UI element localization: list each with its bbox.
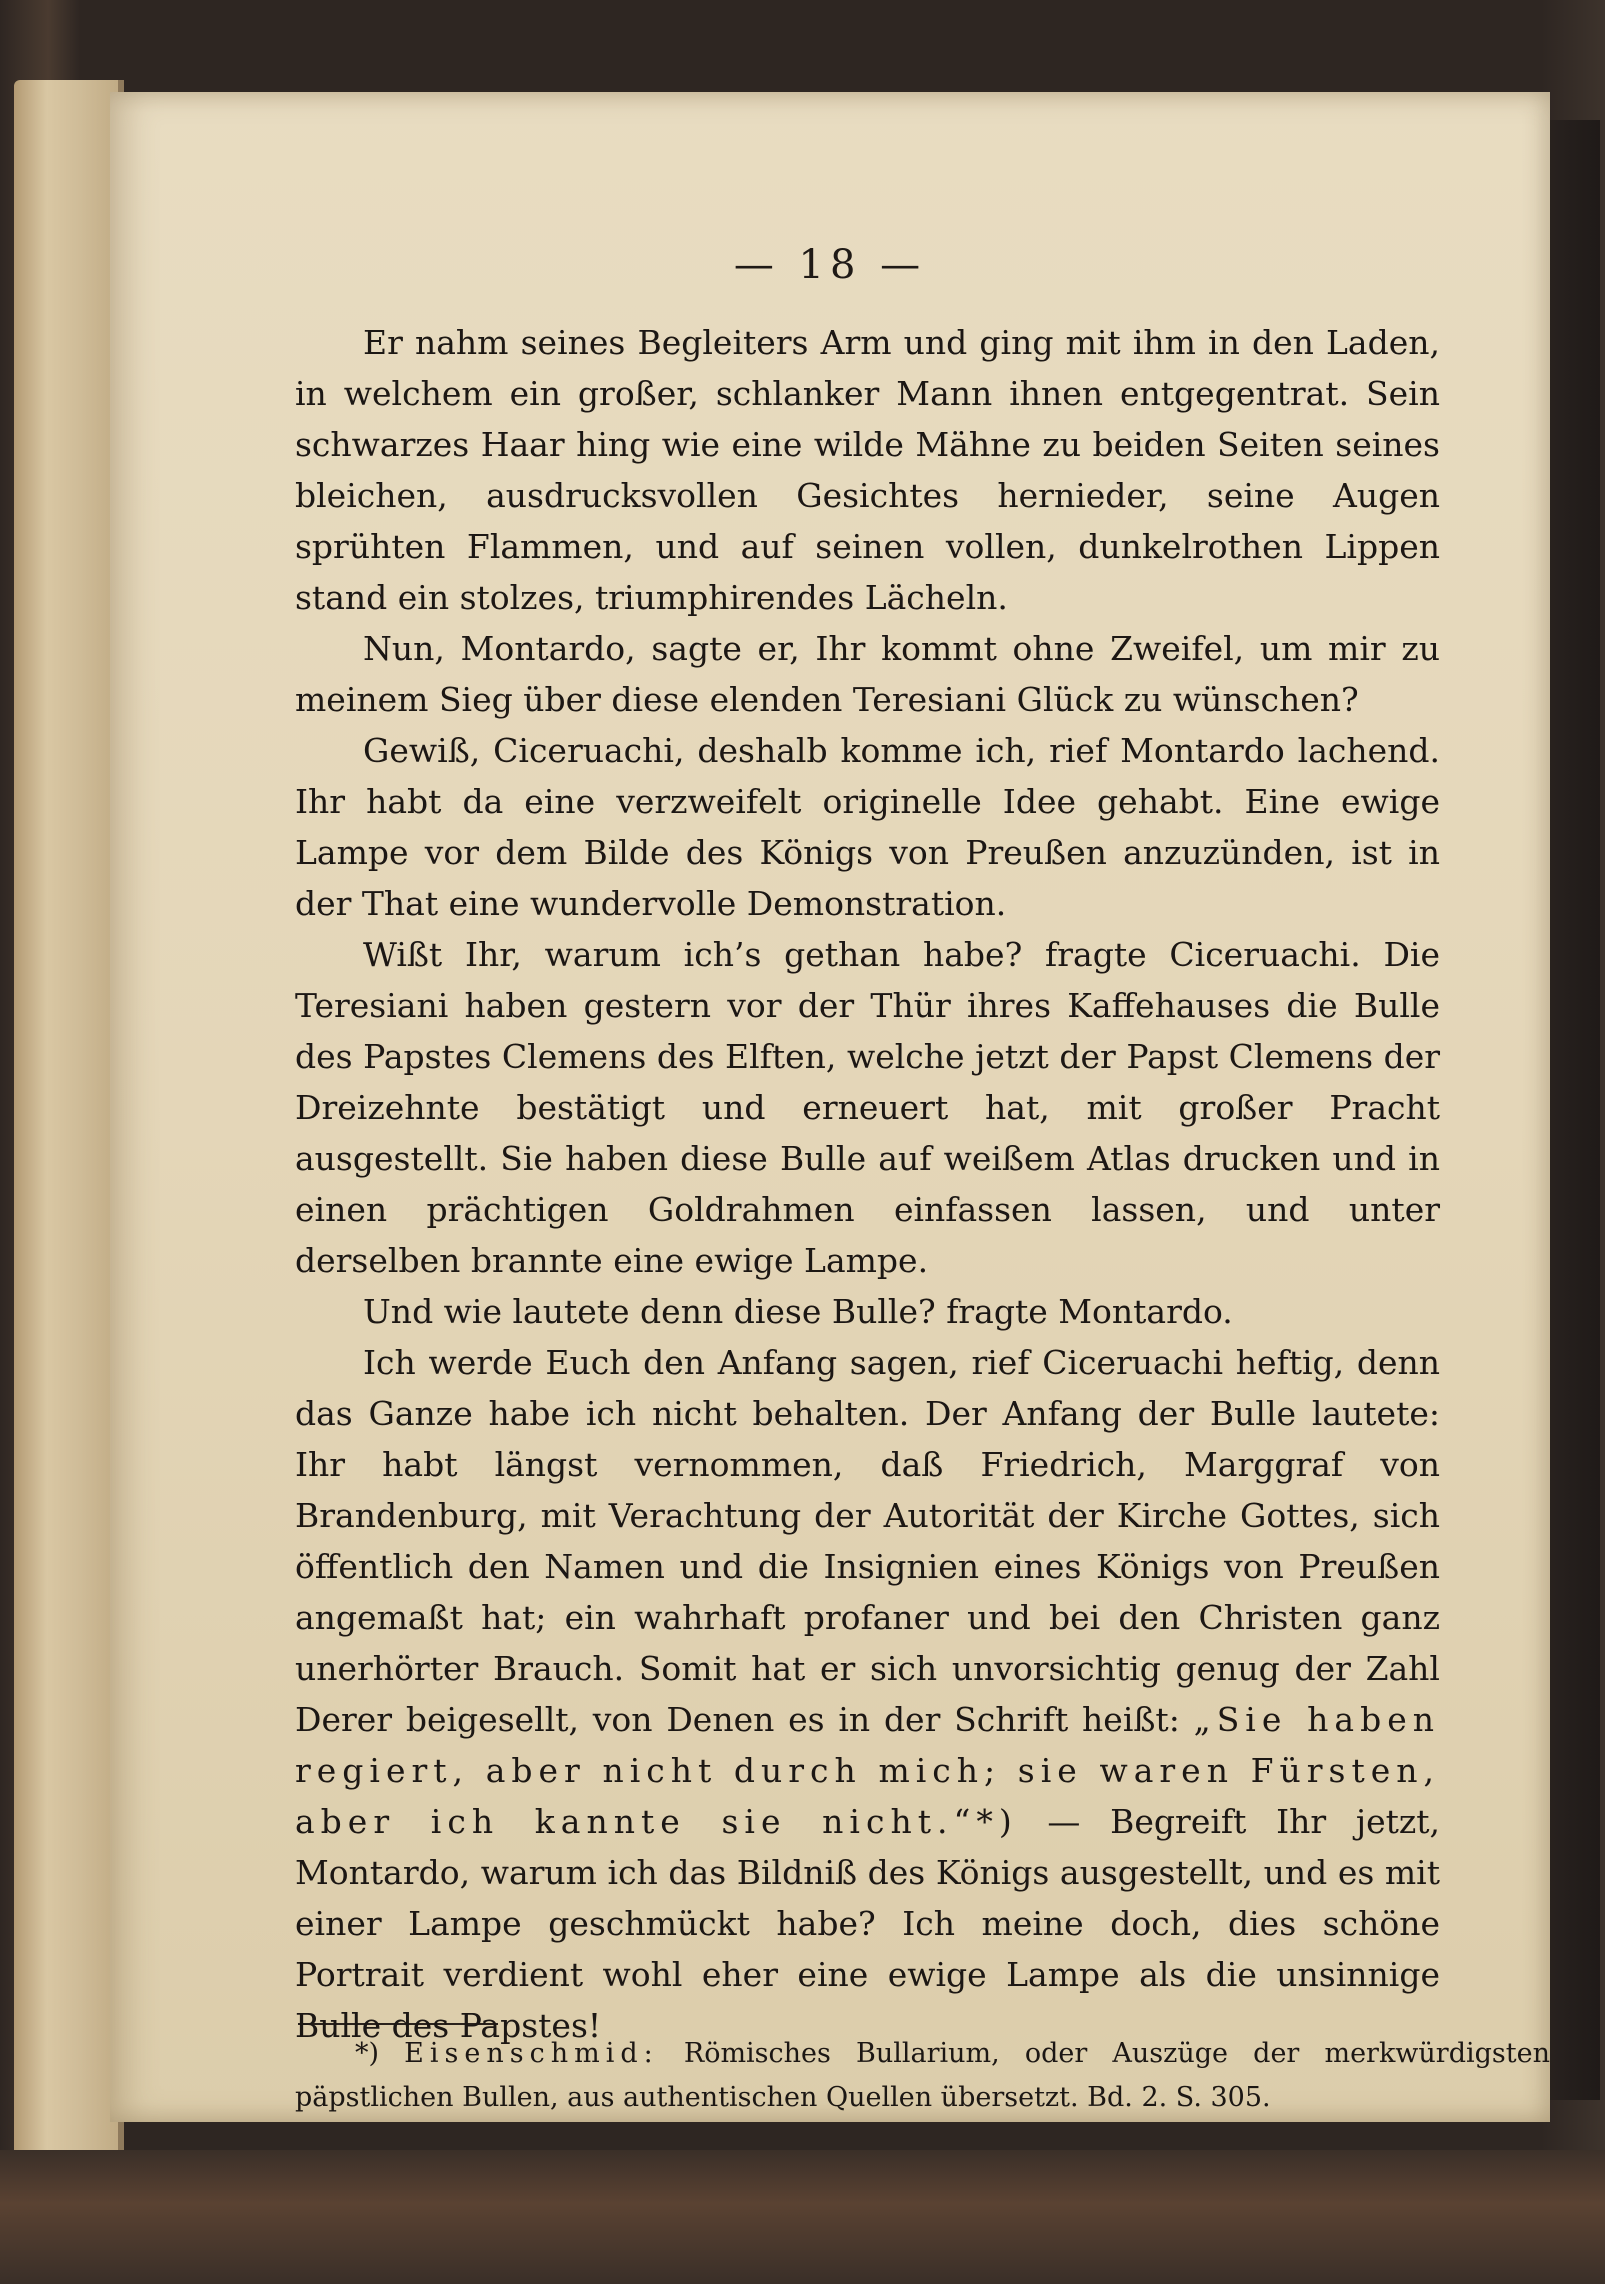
left-page-edge bbox=[14, 80, 124, 2160]
body-text bbox=[295, 317, 1440, 2051]
footnote-marker: *) bbox=[355, 2038, 405, 2069]
paragraph: Er nahm seines Begleiters Arm und ging mit ihm in den Laden, in welchem ein großer, schlanker Mann ihnen entgegentrat. Sein schwarzes Haar hing wie eine wilde Mähne zu beiden Seiten seines bleichen, ausdrucksvollen Gesichtes hernieder, seine Augen sprühten Flammen, und auf seinen vollen, dunkelrothen Lippen stand ein stolzes, triumphirendes Lächeln. bbox=[295, 323, 1440, 617]
paragraph bbox=[295, 1337, 1440, 2051]
bottom-binding bbox=[0, 2150, 1605, 2284]
paragraph: Und wie lautete denn diese Bulle? fragte Montardo. bbox=[363, 1292, 1233, 1331]
footnote-text: Römisches Bullarium, oder Auszüge der merkwürdigsten päpstlichen Bullen, aus authentischen Quellen übersetzt. Bd. 2. S. 305. bbox=[295, 2038, 1550, 2113]
paragraph: Nun, Montardo, sagte er, Ihr kommt ohne Zweifel, um mir zu meinem Sieg über diese elenden Teresiani Glück zu wünschen? bbox=[295, 629, 1440, 719]
scripture-quote: „Sie haben regiert, aber nicht durch mich; sie waren Fürsten, aber ich kannte sie nicht.“*) bbox=[295, 1700, 1440, 1841]
paragraph: Wißt Ihr, warum ich’s gethan habe? fragte Ciceruachi. Die Teresiani haben gestern vor der Thür ihres Kaffehauses die Bulle des Papstes Clemens des Elften, welche jetzt der Papst Clemens der Dreizehnte bestätigt und erneuert hat, mit großer Pracht ausgestellt. Sie haben diese Bulle auf weißem Atlas drucken und in einen prächtigen Goldrahmen einfassen lassen, und unter derselben brannte eine ewige Lampe. bbox=[295, 935, 1440, 1280]
paragraph-text: — Begreift Ihr jetzt, Montardo, warum ich das Bildniß des Königs ausgestellt, und es mit einer Lampe geschmückt habe? Ich meine doch, dies schöne Portrait verdient wohl eher eine ewige Lampe als die unsinnige Bulle des Papstes! bbox=[295, 1802, 1440, 2045]
paragraph-text: Ich werde Euch den Anfang sagen, rief Ciceruachi heftig, denn das Ganze habe ich nicht behalten. Der Anfang der Bulle lautete: Ihr habt längst vernommen, daß Friedrich, Marggraf von Brandenburg, mit Verachtung der Autorität der Kirche Gottes, sich öffentlich den Namen und die Insignien eines Königs von Preußen angemaßt hat; ein wahrhaft profaner und bei den Christen ganz unerhörter Brauch. Somit hat er sich unvorsichtig genug der Zahl Derer beigesellt, von Denen es in der Schrift heißt: bbox=[295, 1343, 1440, 1739]
footnote-author: Eisenschmid: bbox=[404, 2038, 659, 2069]
paragraph: Gewiß, Ciceruachi, deshalb komme ich, rief Montardo lachend. Ihr habt da eine verzweifelt originelle Idee gehabt. Eine ewige Lampe vor dem Bilde des Königs von Preußen anzuzünden, ist in der That eine wundervolle Demonstration. bbox=[295, 731, 1440, 923]
page-number: — 18 — bbox=[733, 242, 927, 288]
